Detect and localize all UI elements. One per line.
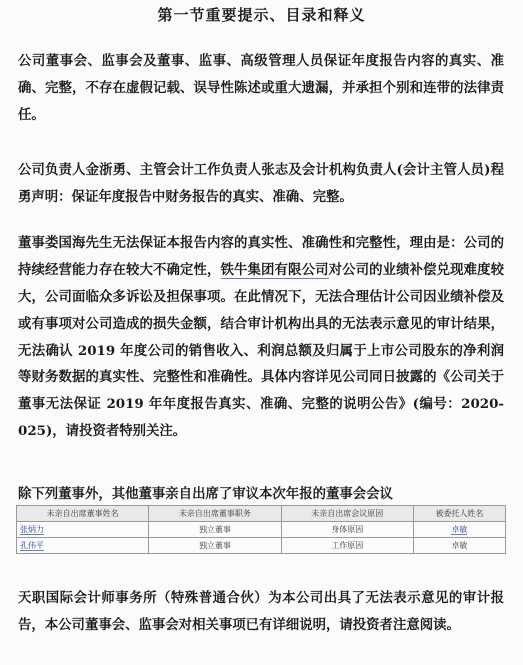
table-cell: 独立董事 (149, 522, 281, 538)
paragraph-board-guarantee: 公司董事会、监事会及董事、监事、高级管理人员保证年度报告内容的真实、准确、完整，不存在虚假记载、误导性陈述或重大遗漏，并承担个别和连带的法律责任。 (18, 53, 504, 123)
paragraph-director-dissent-part1: 董事娄国海先生无法保证本报告内容的真实性、准确性和完整性，理由是：公司的持续经营能力存在较大不确定性， (18, 235, 504, 279)
column-header: 未亲自出席董事姓名 (17, 506, 149, 522)
table-cell: 工作原因 (281, 538, 413, 554)
table-cell: 卓敏 (413, 538, 505, 554)
section-title: 第一节重要提示、目录和释义 (157, 6, 366, 24)
company-name: 铁牛集团有限公司 (220, 262, 329, 279)
table-row (17, 538, 506, 554)
column-header: 被委托人姓名 (413, 506, 505, 522)
table-cell (413, 522, 505, 538)
paragraph-director-dissent-part2: 对公司的业绩补偿兑现难度较大，公司面临众多诉讼及担保事项。在此情况下，无法合理估计公司因业绩补偿及或有事项对公司造成的损失金额，结合审计机构出具的无法表示意见的审计结果，无法确认 2019 年度公司的销售收入、利润总额及归属于上市公司股东的净利润等财务数据的真实性、完整性和准确性。具体内容详见公司同日披露的《公司关于董事无法保证 2019 年年度报告真实、准确、完整的说明公告》(编号：2020-025)，请投资者特别关注。 (18, 262, 505, 439)
column-header: 未亲自出席会议原因 (281, 506, 413, 522)
table-cell (17, 538, 149, 554)
table-cell: 身体原因 (281, 522, 413, 538)
table-row (17, 522, 506, 538)
table-cell (17, 522, 149, 538)
absent-directors-table (16, 505, 506, 554)
proxy-name: 卓敏 (451, 525, 468, 534)
paragraph-auditor: 天职国际会计师事务所（特殊普通合伙）为本公司出具了无法表示意见的审计报告，本公司董事会、监事会对相关事项已有详细说明，请投资者注意阅读。 (18, 590, 504, 634)
paragraph-responsible-persons: 公司负责人金浙勇、主管会计工作负责人张志及会计机构负责人(会计主管人员)程勇声明：保证年度报告中财务报告的真实、准确、完整。 (18, 162, 504, 206)
director-name: 张炳力 (20, 525, 44, 534)
column-header: 未亲自出席董事职务 (149, 506, 281, 522)
director-name: 孔伟平 (20, 541, 44, 550)
paragraph-absent-directors: 除下列董事外，其他董事亲自出席了审议本次年报的董事会会议 (18, 486, 393, 503)
table-cell: 独立董事 (149, 538, 281, 554)
paragraph-director-dissent (18, 230, 504, 444)
table-header-row (17, 506, 506, 522)
